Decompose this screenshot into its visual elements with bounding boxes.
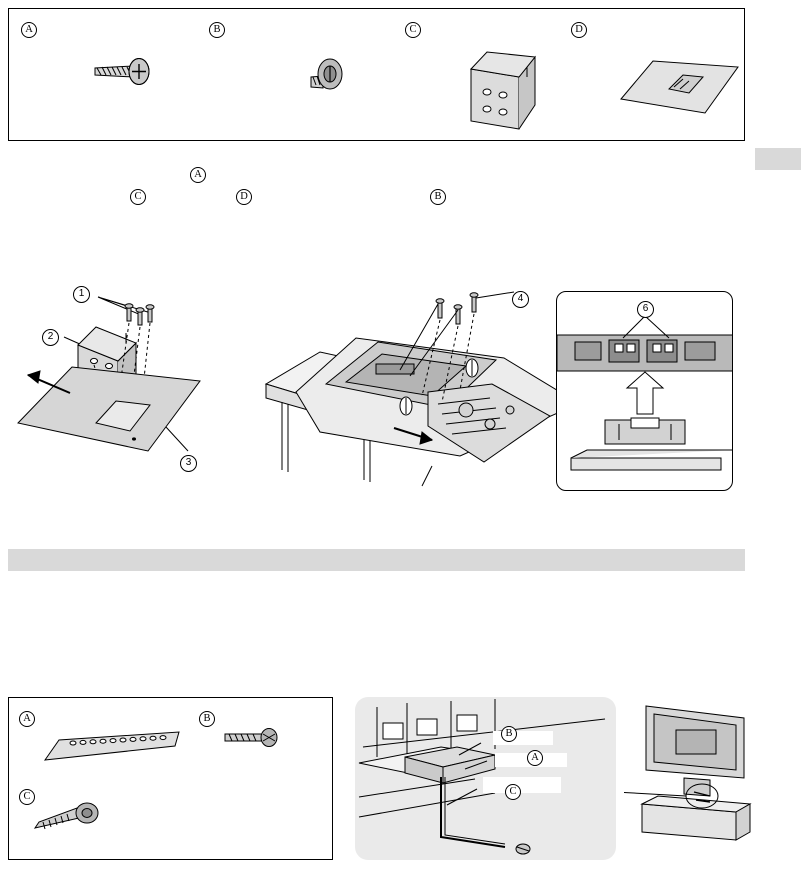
part-label-c: C <box>405 19 421 38</box>
rear-terminal-detail-illustration <box>557 292 733 491</box>
page-tab-marker <box>755 148 801 170</box>
ref-letter-c: C <box>130 186 146 205</box>
bottom-part-label-c: C <box>19 786 35 805</box>
right-diagram-callout-5 <box>513 398 530 418</box>
machine-screw-icon <box>221 726 283 750</box>
anti-tip-installation-illustration <box>355 697 616 860</box>
bottom-part-label-a: A <box>19 708 35 727</box>
callout-mask-3 <box>483 777 561 793</box>
short-bolt-icon <box>299 57 354 95</box>
ref-letter-d: D <box>236 186 252 205</box>
tv-rear-attachment <box>260 280 560 505</box>
bracket-to-base-assembly <box>10 275 235 495</box>
bottom-part-label-b: B <box>199 708 215 727</box>
install-callout-b: B <box>501 723 517 742</box>
part-label-a: A <box>21 19 37 38</box>
right-diagram-callout-4: 4 <box>512 288 529 308</box>
left-diagram-callout-1: 1 <box>73 283 90 303</box>
tv-on-cabinet-illustration <box>624 700 774 855</box>
metal-bracket-icon <box>457 47 549 132</box>
detail-callout-6: 6 <box>637 298 654 318</box>
accessory-parts-legend-bottom <box>8 697 333 860</box>
part-label-b: B <box>209 19 225 38</box>
section-divider-band <box>8 549 745 571</box>
ref-letter-a: A <box>190 164 206 183</box>
left-diagram-callout-3: 3 <box>180 452 197 472</box>
left-diagram-callout-2: 2 <box>42 326 59 346</box>
ref-letter-b: B <box>430 186 446 205</box>
metal-strap-icon <box>39 728 184 768</box>
part-label-d: D <box>571 19 587 38</box>
wood-screw-icon <box>29 798 109 842</box>
install-callout-a: A <box>527 747 543 766</box>
base-plate-icon <box>617 57 742 122</box>
long-screw-icon <box>87 51 162 91</box>
accessory-parts-legend-top <box>8 8 745 141</box>
rear-terminal-detail <box>556 291 733 491</box>
install-callout-c: C <box>505 781 521 800</box>
